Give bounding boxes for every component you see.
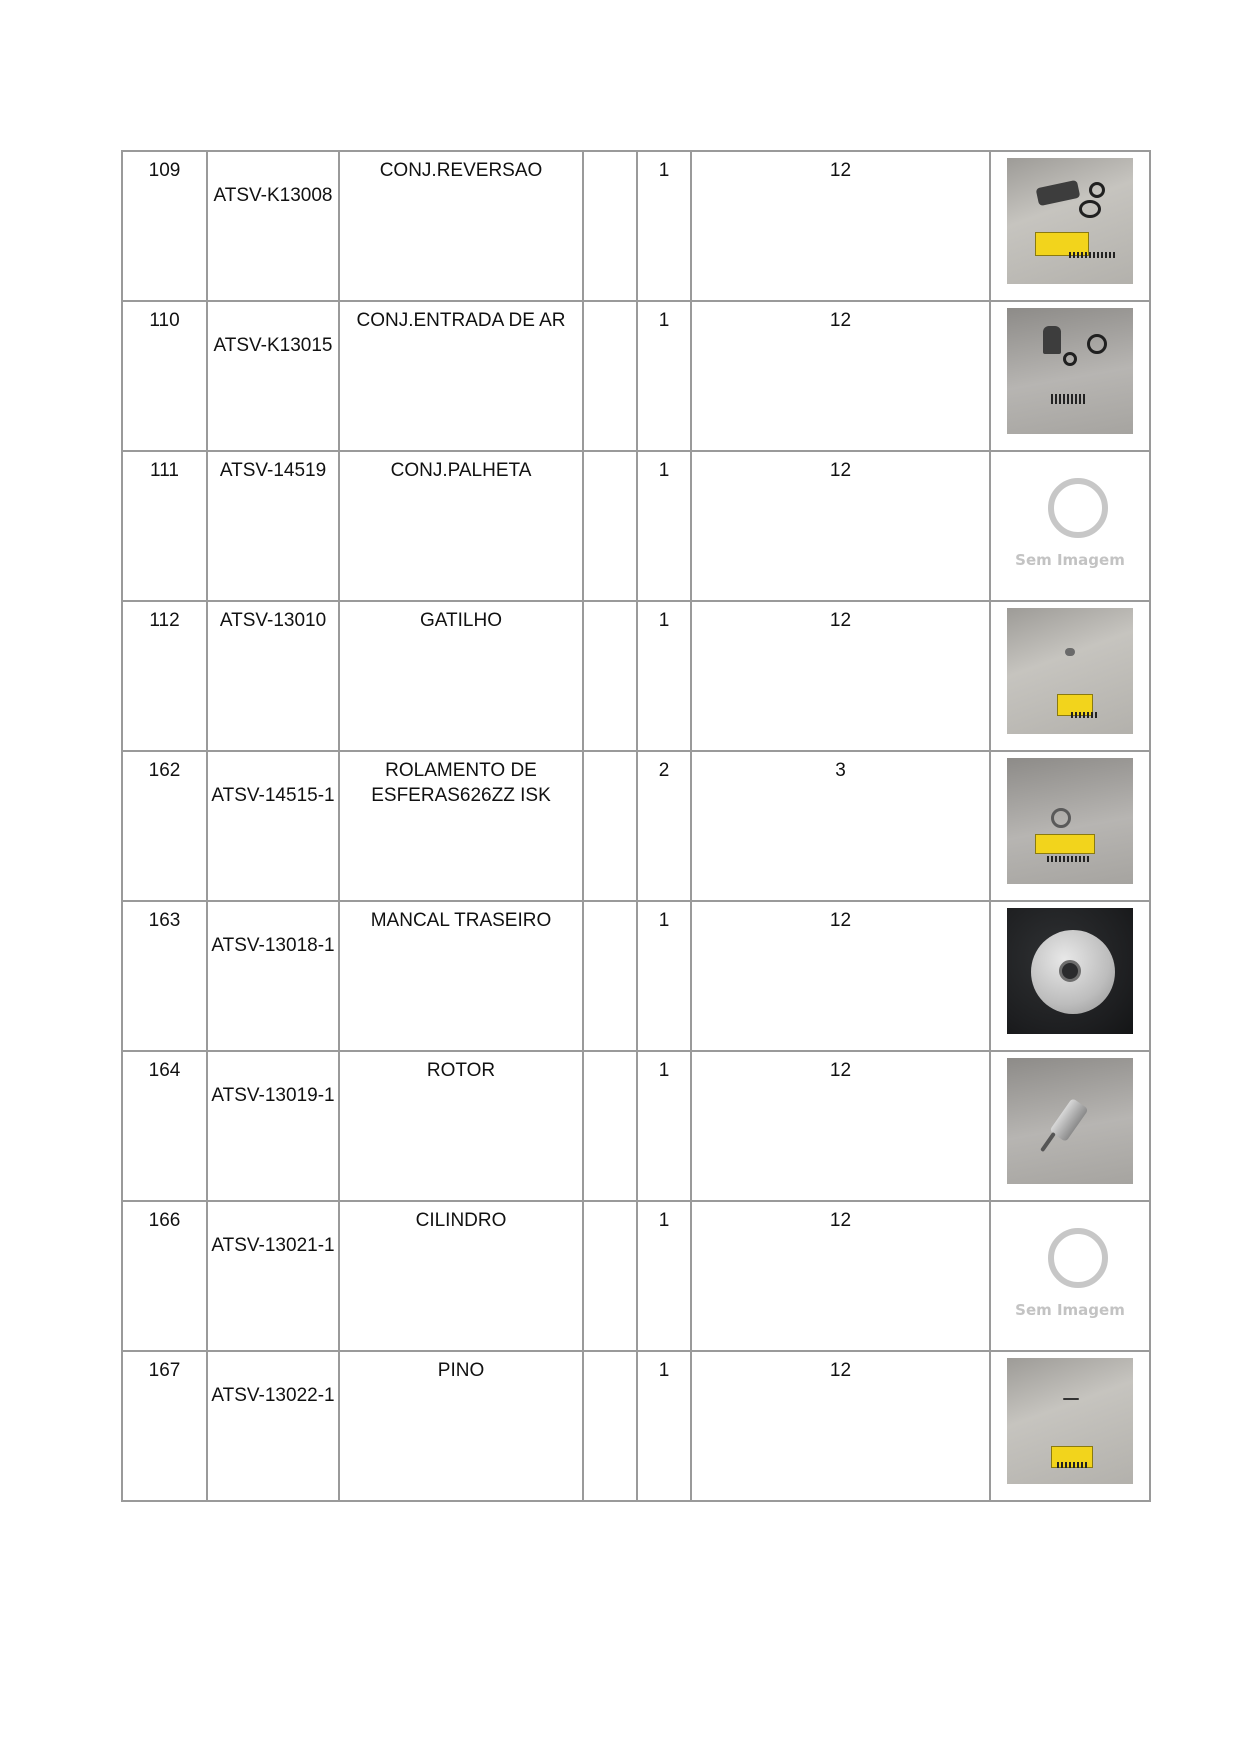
part-code: ATSV-K13015 bbox=[207, 301, 339, 451]
part-image-cell bbox=[990, 151, 1150, 301]
value: 12 bbox=[691, 1351, 990, 1501]
quantity: 1 bbox=[637, 151, 691, 301]
no-image-text: Sem Imagem bbox=[1015, 1301, 1125, 1319]
table-row bbox=[122, 1051, 1150, 1201]
no-image-icon bbox=[1048, 478, 1108, 538]
quantity: 2 bbox=[637, 751, 691, 901]
part-description: MANCAL TRASEIRO bbox=[339, 901, 583, 1051]
table-row bbox=[122, 301, 1150, 451]
part-description: CONJ.REVERSAO bbox=[339, 151, 583, 301]
part-code: ATSV-13021-1 bbox=[207, 1201, 339, 1351]
quantity: 1 bbox=[637, 301, 691, 451]
value: 12 bbox=[691, 1051, 990, 1201]
table-row bbox=[122, 1351, 1150, 1501]
table-row bbox=[122, 1201, 1150, 1351]
part-description: PINO bbox=[339, 1351, 583, 1501]
part-photo bbox=[1007, 308, 1133, 434]
part-description: CILINDRO bbox=[339, 1201, 583, 1351]
table-row bbox=[122, 601, 1150, 751]
no-image-placeholder bbox=[1015, 1228, 1125, 1328]
part-code: ATSV-13022-1 bbox=[207, 1351, 339, 1501]
no-image-text: Sem Imagem bbox=[1015, 551, 1125, 569]
item-number: 162 bbox=[122, 751, 207, 901]
table-row bbox=[122, 151, 1150, 301]
quantity: 1 bbox=[637, 451, 691, 601]
blank-cell bbox=[583, 151, 637, 301]
part-image-cell bbox=[990, 901, 1150, 1051]
item-number: 112 bbox=[122, 601, 207, 751]
value: 12 bbox=[691, 601, 990, 751]
part-description: CONJ.PALHETA bbox=[339, 451, 583, 601]
no-image-placeholder bbox=[1015, 478, 1125, 578]
blank-cell bbox=[583, 301, 637, 451]
part-code: ATSV-14515-1 bbox=[207, 751, 339, 901]
quantity: 1 bbox=[637, 1201, 691, 1351]
part-code: ATSV-K13008 bbox=[207, 151, 339, 301]
quantity: 1 bbox=[637, 1351, 691, 1501]
part-image-cell bbox=[990, 451, 1150, 601]
value: 12 bbox=[691, 451, 990, 601]
blank-cell bbox=[583, 901, 637, 1051]
quantity: 1 bbox=[637, 1051, 691, 1201]
value: 12 bbox=[691, 1201, 990, 1351]
value: 3 bbox=[691, 751, 990, 901]
parts-table bbox=[121, 150, 1151, 1502]
part-photo bbox=[1007, 608, 1133, 734]
part-code: ATSV-13010 bbox=[207, 601, 339, 751]
item-number: 110 bbox=[122, 301, 207, 451]
item-number: 163 bbox=[122, 901, 207, 1051]
part-image-cell bbox=[990, 1351, 1150, 1501]
blank-cell bbox=[583, 601, 637, 751]
part-photo bbox=[1007, 1358, 1133, 1484]
part-photo bbox=[1007, 1058, 1133, 1184]
item-number: 109 bbox=[122, 151, 207, 301]
part-code: ATSV-13018-1 bbox=[207, 901, 339, 1051]
part-code: ATSV-14519 bbox=[207, 451, 339, 601]
value: 12 bbox=[691, 151, 990, 301]
part-description: ROLAMENTO DE ESFERAS626ZZ ISK bbox=[339, 751, 583, 901]
blank-cell bbox=[583, 751, 637, 901]
item-number: 111 bbox=[122, 451, 207, 601]
part-image-cell bbox=[990, 1051, 1150, 1201]
blank-cell bbox=[583, 1351, 637, 1501]
item-number: 164 bbox=[122, 1051, 207, 1201]
quantity: 1 bbox=[637, 901, 691, 1051]
part-photo bbox=[1007, 908, 1133, 1034]
part-photo bbox=[1007, 158, 1133, 284]
part-image-cell bbox=[990, 301, 1150, 451]
blank-cell bbox=[583, 1201, 637, 1351]
table-row bbox=[122, 751, 1150, 901]
part-description: GATILHO bbox=[339, 601, 583, 751]
part-description: ROTOR bbox=[339, 1051, 583, 1201]
no-image-icon bbox=[1048, 1228, 1108, 1288]
item-number: 167 bbox=[122, 1351, 207, 1501]
part-image-cell bbox=[990, 601, 1150, 751]
quantity: 1 bbox=[637, 601, 691, 751]
blank-cell bbox=[583, 451, 637, 601]
item-number: 166 bbox=[122, 1201, 207, 1351]
table-row bbox=[122, 901, 1150, 1051]
part-description: CONJ.ENTRADA DE AR bbox=[339, 301, 583, 451]
part-image-cell bbox=[990, 1201, 1150, 1351]
value: 12 bbox=[691, 301, 990, 451]
part-image-cell bbox=[990, 751, 1150, 901]
part-photo bbox=[1007, 758, 1133, 884]
value: 12 bbox=[691, 901, 990, 1051]
table-row bbox=[122, 451, 1150, 601]
blank-cell bbox=[583, 1051, 637, 1201]
part-code: ATSV-13019-1 bbox=[207, 1051, 339, 1201]
